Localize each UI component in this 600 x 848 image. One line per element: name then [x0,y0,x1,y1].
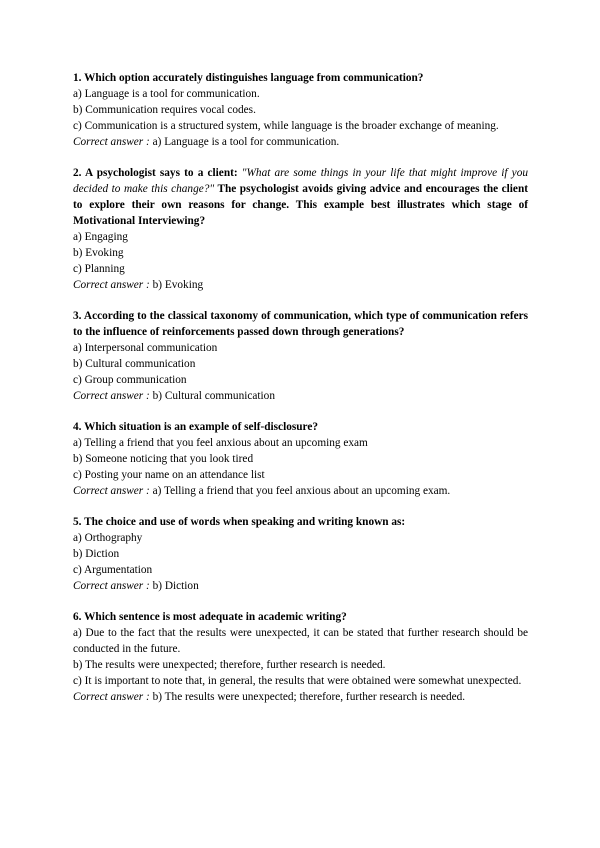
option-c: c) Argumentation [73,564,153,576]
question-2 [73,165,528,293]
option-b: b) Evoking [73,247,124,259]
question-prompt-intro: A psychologist says to a client: [85,167,242,179]
question-3-text [73,308,528,340]
correct-answer-value: a) Language is a tool for communication. [152,136,340,148]
question-5 [73,514,528,594]
question-list [73,70,528,720]
question-prompt: Which option accurately distinguishes language from communication? [84,72,424,84]
question-prompt: The choice and use of words when speaking and writing known as: [84,516,406,528]
option-c: c) Communication is a structured system, while language is the broader exchange of meaning. [73,120,499,132]
correct-answer [73,388,528,404]
option-b: b) The results were unexpected; therefore, further research is needed. [73,659,386,671]
question-2-text [73,165,528,229]
option-b: b) Diction [73,548,120,560]
correct-answer-value: b) The results were unexpected; therefore, further research is needed. [152,691,466,703]
option-b: b) Cultural communication [73,358,196,370]
question-4 [73,419,528,499]
correct-answer-value: a) Telling a friend that you feel anxious about an upcoming exam. [152,485,451,497]
question-prompt: Which sentence is most adequate in academic writing? [84,611,347,623]
option-c: c) Group communication [73,374,187,386]
correct-answer-label: Correct answer : [73,279,150,291]
correct-answer-value: b) Evoking [152,279,204,291]
question-prompt-body: The psychologist avoids giving advice and encourages the client to explore their own reasons for change. This example best illustrates which stage of Motivational Interviewing? [73,183,528,227]
question-1-text [73,70,528,86]
question-5-text [73,514,528,530]
question-4-text [73,419,528,435]
option-b: b) Communication requires vocal codes. [73,104,256,116]
question-number: 3. [73,310,82,322]
option-a: a) Engaging [73,231,128,243]
question-number: 5. [73,516,82,528]
option-a: a) Language is a tool for communication. [73,88,260,100]
question-1 [73,70,528,150]
question-prompt-quote: "What are some things in your life that might improve if you decided to make this change?" [73,167,528,195]
correct-answer-value: b) Cultural communication [152,390,275,402]
question-number: 4. [73,421,82,433]
option-a: a) Orthography [73,532,143,544]
question-number: 2. [73,167,82,179]
correct-answer-label: Correct answer : [73,485,150,497]
correct-answer-label: Correct answer : [73,390,150,402]
correct-answer [73,578,528,594]
option-a: a) Interpersonal communication [73,342,218,354]
correct-answer [73,483,528,499]
correct-answer [73,134,528,150]
correct-answer-label: Correct answer : [73,691,150,703]
option-a: a) Telling a friend that you feel anxious about an upcoming exam [73,437,368,449]
correct-answer [73,277,528,293]
option-c: c) Planning [73,263,125,275]
question-6 [73,609,528,705]
question-6-text [73,609,528,625]
question-number: 1. [73,72,82,84]
option-b: b) Someone noticing that you look tired [73,453,254,465]
option-c: c) Posting your name on an attendance list [73,469,265,481]
correct-answer-label: Correct answer : [73,136,150,148]
correct-answer [73,689,528,705]
option-a: a) Due to the fact that the results were unexpected, it can be stated that further research should be conducted in the future. [73,627,528,655]
question-prompt: According to the classical taxonomy of communication, which type of communication refers to the influence of reinforcements passed down through generations? [73,310,528,338]
question-prompt: Which situation is an example of self-disclosure? [84,421,319,433]
correct-answer-label: Correct answer : [73,580,150,592]
question-3 [73,308,528,404]
correct-answer-value: b) Diction [152,580,199,592]
option-c: c) It is important to note that, in general, the results that were obtained were somewhat unexpected. [73,675,522,687]
question-number: 6. [73,611,82,623]
